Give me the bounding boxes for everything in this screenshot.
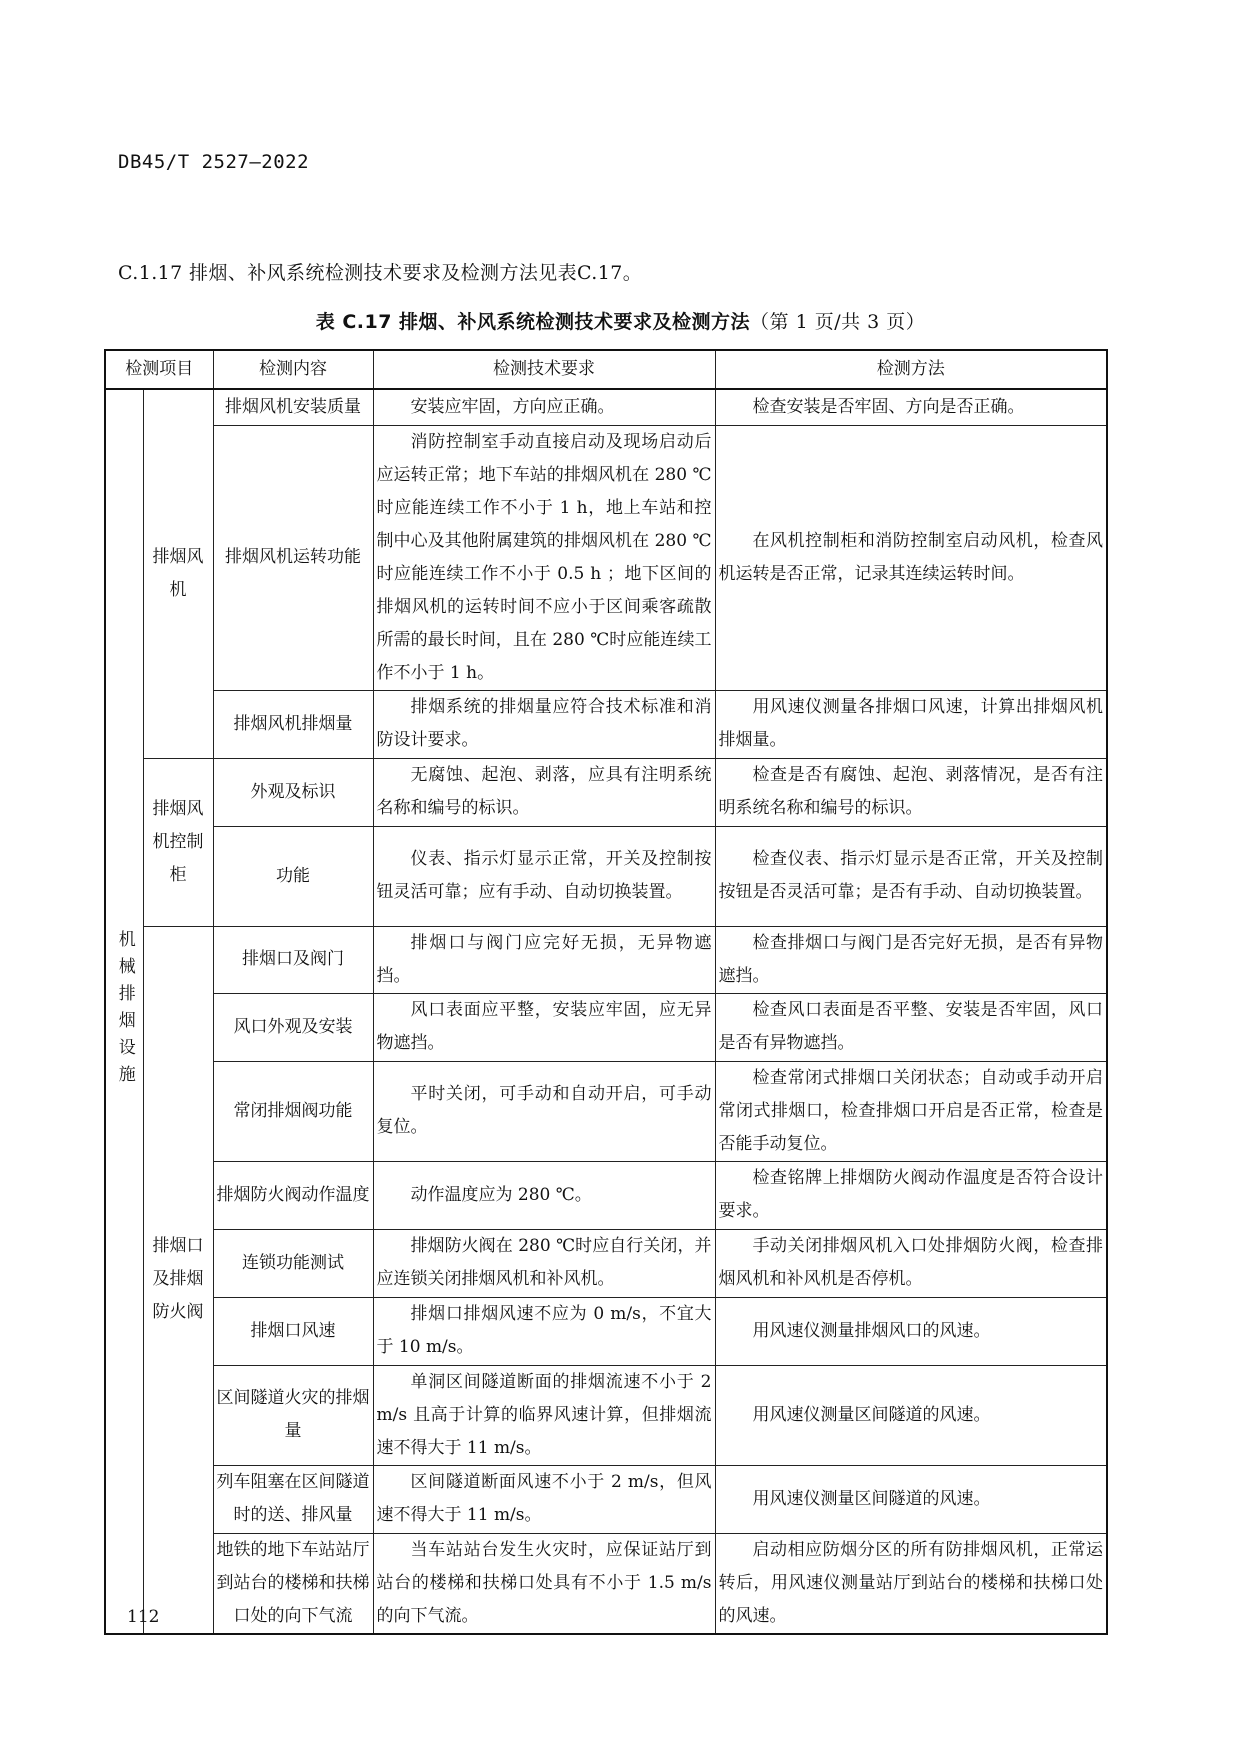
table-row	[105, 993, 1107, 1061]
table-row	[105, 1297, 1107, 1365]
method-cell: 检查排烟口与阀门是否完好无损，是否有异物遮挡。	[715, 926, 1107, 993]
header-method: 检测方法	[715, 350, 1107, 389]
table-caption	[0, 307, 1241, 334]
requirement-cell: 排烟口与阀门应完好无损，无异物遮挡。	[373, 926, 715, 993]
content-cell: 功能	[213, 826, 373, 926]
table-row	[105, 690, 1107, 758]
requirement-cell: 消防控制室手动直接启动及现场启动后应运转正常；地下车站的排烟风机在 280 ℃时应能连续工作不小于 1 h，地上车站和控制中心及其他附属建筑的排烟风机在 280 ℃时应能连续工作不小于 0.5 h ；地下区间的排烟风机的运转时间不应小于区间乘客疏散所需的最长时间，且在 280 ℃时应能连续工作不小于 1 h。	[373, 425, 715, 690]
requirement-cell: 仪表、指示灯显示正常，开关及控制按钮灵活可靠；应有手动、自动切换装置。	[373, 826, 715, 926]
standard-code: DB45/T 2527—2022	[118, 151, 310, 173]
content-cell: 排烟防火阀动作温度	[213, 1161, 373, 1229]
content-cell: 区间隧道火灾的排烟量	[213, 1365, 373, 1465]
method-cell: 启动相应防烟分区的所有防排烟风机，正常运转后，用风速仪测量站厅到站台的楼梯和扶梯口处的风速。	[715, 1533, 1107, 1634]
method-cell: 用风速仪测量各排烟口风速，计算出排烟风机排烟量。	[715, 690, 1107, 758]
requirement-cell: 风口表面应平整，安装应牢固，应无异物遮挡。	[373, 993, 715, 1061]
requirement-cell: 排烟防火阀在 280 ℃时应自行关闭，并应连锁关闭排烟风机和补风机。	[373, 1229, 715, 1297]
table-row	[105, 826, 1107, 926]
table-row	[105, 425, 1107, 690]
requirement-cell: 排烟口排烟风速不应为 0 m/s，不宜大于 10 m/s。	[373, 1297, 715, 1365]
content-cell: 排烟风机安装质量	[213, 389, 373, 425]
method-cell: 手动关闭排烟风机入口处排烟防火阀，检查排烟风机和补风机是否停机。	[715, 1229, 1107, 1297]
method-cell: 检查风口表面是否平整、安装是否牢固，风口是否有异物遮挡。	[715, 993, 1107, 1061]
method-cell: 检查安装是否牢固、方向是否正确。	[715, 389, 1107, 425]
content-cell: 排烟风机运转功能	[213, 425, 373, 690]
method-cell: 用风速仪测量区间隧道的风速。	[715, 1465, 1107, 1533]
header-requirement: 检测技术要求	[373, 350, 715, 389]
table-row	[105, 389, 1107, 425]
table-row	[105, 926, 1107, 993]
method-cell: 用风速仪测量区间隧道的风速。	[715, 1365, 1107, 1465]
content-cell: 排烟口风速	[213, 1297, 373, 1365]
table-row	[105, 1161, 1107, 1229]
content-cell: 地铁的地下车站站厅到站台的楼梯和扶梯口处的向下气流	[213, 1533, 373, 1634]
table-header-row	[105, 350, 1107, 389]
content-cell: 风口外观及安装	[213, 993, 373, 1061]
table-row	[105, 1365, 1107, 1465]
header-item: 检测项目	[105, 350, 213, 389]
method-cell: 在风机控制柜和消防控制室启动风机，检查风机运转是否正常，记录其连续运转时间。	[715, 425, 1107, 690]
clause-text: C.1.17 排烟、补风系统检测技术要求及检测方法见表C.17。	[118, 262, 643, 284]
content-cell: 排烟风机排烟量	[213, 690, 373, 758]
method-cell: 用风速仪测量排烟风口的风速。	[715, 1297, 1107, 1365]
page-number: 112	[127, 1607, 160, 1627]
content-cell: 外观及标识	[213, 758, 373, 826]
requirement-cell: 单洞区间隧道断面的排烟流速不小于 2 m/s 且高于计算的临界风速计算，但排烟流速不得大于 11 m/s。	[373, 1365, 715, 1465]
table-caption-title: 表 C.17 排烟、补风系统检测技术要求及检测方法	[315, 311, 751, 333]
table-row	[105, 1061, 1107, 1161]
table-row	[105, 1533, 1107, 1634]
inspection-table	[104, 349, 1108, 1635]
content-cell: 连锁功能测试	[213, 1229, 373, 1297]
requirement-cell: 安装应牢固，方向应正确。	[373, 389, 715, 425]
group-cell: 排烟风机控制柜	[143, 758, 213, 926]
header-content: 检测内容	[213, 350, 373, 389]
method-cell: 检查常闭式排烟口关闭状态；自动或手动开启常闭式排烟口，检查排烟口开启是否正常，检查是否能手动复位。	[715, 1061, 1107, 1161]
group-cell: 排烟风机	[143, 389, 213, 758]
requirement-cell: 无腐蚀、起泡、剥落，应具有注明系统名称和编号的标识。	[373, 758, 715, 826]
method-cell: 检查仪表、指示灯显示是否正常，开关及控制按钮是否灵活可靠；是否有手动、自动切换装置。	[715, 826, 1107, 926]
requirement-cell: 排烟系统的排烟量应符合技术标准和消防设计要求。	[373, 690, 715, 758]
content-cell: 排烟口及阀门	[213, 926, 373, 993]
requirement-cell: 动作温度应为 280 ℃。	[373, 1161, 715, 1229]
content-cell: 常闭排烟阀功能	[213, 1061, 373, 1161]
category-cell: 机械排烟设施	[105, 389, 143, 1634]
table-row	[105, 1229, 1107, 1297]
group-cell: 排烟口及排烟防火阀	[143, 926, 213, 1634]
content-cell: 列车阻塞在区间隧道时的送、排风量	[213, 1465, 373, 1533]
table-row	[105, 758, 1107, 826]
method-cell: 检查是否有腐蚀、起泡、剥落情况，是否有注明系统名称和编号的标识。	[715, 758, 1107, 826]
table-caption-suffix: （第 1 页/共 3 页）	[750, 311, 926, 333]
method-cell: 检查铭牌上排烟防火阀动作温度是否符合设计要求。	[715, 1161, 1107, 1229]
requirement-cell: 区间隧道断面风速不小于 2 m/s，但风速不得大于 11 m/s。	[373, 1465, 715, 1533]
requirement-cell: 平时关闭，可手动和自动开启，可手动复位。	[373, 1061, 715, 1161]
requirement-cell: 当车站站台发生火灾时，应保证站厅到站台的楼梯和扶梯口处具有不小于 1.5 m/s 的向下气流。	[373, 1533, 715, 1634]
table-row	[105, 1465, 1107, 1533]
